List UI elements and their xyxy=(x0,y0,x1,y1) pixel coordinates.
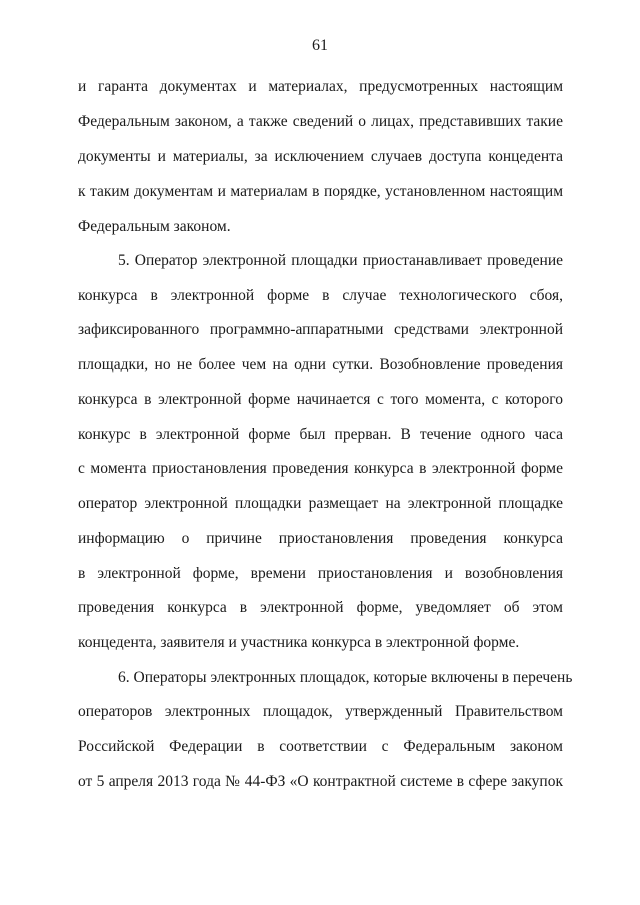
text-line: оператор электронной площадки размещает на электронной площадке xyxy=(78,495,563,512)
text-line: информацию о причине приостановления проведения конкурса xyxy=(78,530,563,547)
text-line: проведения конкурса в электронной форме, уведомляет об этом xyxy=(78,599,563,616)
text-line: зафиксированного программно-аппаратными средствами электронной xyxy=(78,321,563,338)
text-line: Федеральным законом, а также сведений о лицах, представивших такие xyxy=(78,113,563,130)
text-line: к таким документам и материалам в порядке, установленном настоящим xyxy=(78,183,563,200)
text-line: операторов электронных площадок, утвержденный Правительством xyxy=(78,703,563,720)
text-line: Федеральным законом. xyxy=(78,218,231,235)
paragraph-6-first-line: 6. Операторы электронных площадок, которые включены в перечень xyxy=(118,669,573,686)
text-line: и гаранта документах и материалах, предусмотренных настоящим xyxy=(78,78,563,95)
page-number: 61 xyxy=(312,37,328,54)
text-line: конкурса в электронной форме начинается с того момента, с которого xyxy=(78,391,563,408)
text-line: в электронной форме, времени приостановления и возобновления xyxy=(78,565,563,582)
text-line: конкурс в электронной форме был прерван. В течение одного часа xyxy=(78,426,563,443)
text-line: с момента приостановления проведения конкурса в электронной форме xyxy=(78,460,563,477)
text-line: концедента, заявителя и участника конкурса в электронной форме. xyxy=(78,634,520,651)
paragraph-5-first-line: 5. Оператор электронной площадки приостанавливает проведение xyxy=(118,252,563,269)
text-line: от 5 апреля 2013 года № 44-ФЗ «О контрактной системе в сфере закупок xyxy=(78,773,563,790)
text-line: площадки, но не более чем на одни сутки. Возобновление проведения xyxy=(78,356,563,373)
text-line: документы и материалы, за исключением случаев доступа концедента xyxy=(78,148,563,165)
text-line: конкурса в электронной форме в случае технологического сбоя, xyxy=(78,287,563,304)
text-line: Российской Федерации в соответствии с Федеральным законом xyxy=(78,738,563,755)
